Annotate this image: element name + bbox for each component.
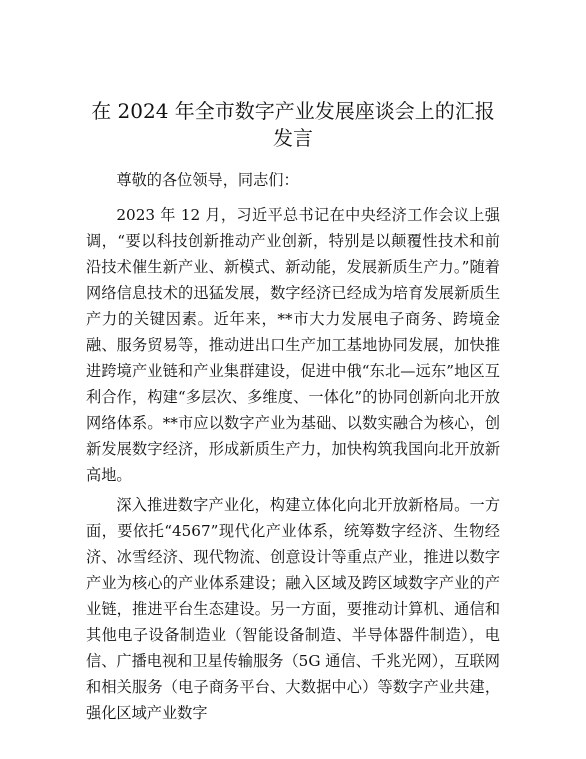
greeting: 尊敬的各位领导，同志们：: [116, 171, 299, 189]
paragraph-digital-industrialization: 深入推进数字产业化，构建立体化向北开放新格局。一方面，要依托“4567”现代化产业体系，统筹数字经济、生物经济、冰雪经济、现代物流、创意设计等重点产业，推进以数字产业为核心的产业体系建设；融入区域及跨区域数字产业的产业链，推进平台生态建设。另一方面，要推动计算机、通信和其他电子设备制造业（智能设备制造、半导体器件制造），电信、广播电视和卫星传输服务（5G 通信、千兆光网），互联网和相关服务（电子商务平台、大数据中心）等数字产业共建，强化区域产业数字: [86, 496, 500, 722]
paragraph-intro: 2023 年 12 月，习近平总书记在中央经济工作会议上强调，“要以科技创新推动产业创新，特别是以颠覆性技术和前沿技术催生新产业、新模式、新动能，发展新质生产力。”随着网络信息技术的迅猛发展，数字经济已经成为培育发展新质生产力的关键因素。近年来，**市大力发展电子商务、跨境金融、服务贸易等，推动进出口生产加工基地协同发展，加快推进跨境产业链和产业集群建设，促进中俄“东北—远东”地区互利合作，构建“多层次、多维度、一体化”的协同创新向北开放网络体系。**市应以数字产业为基础、以数实融合为核心，创新发展数字经济，形成新质生产力，加快构筑我国向北开放新高地。: [86, 206, 500, 484]
document-title: 在 2024 年全市数字产业发展座谈会上的汇报发言: [91, 99, 495, 150]
